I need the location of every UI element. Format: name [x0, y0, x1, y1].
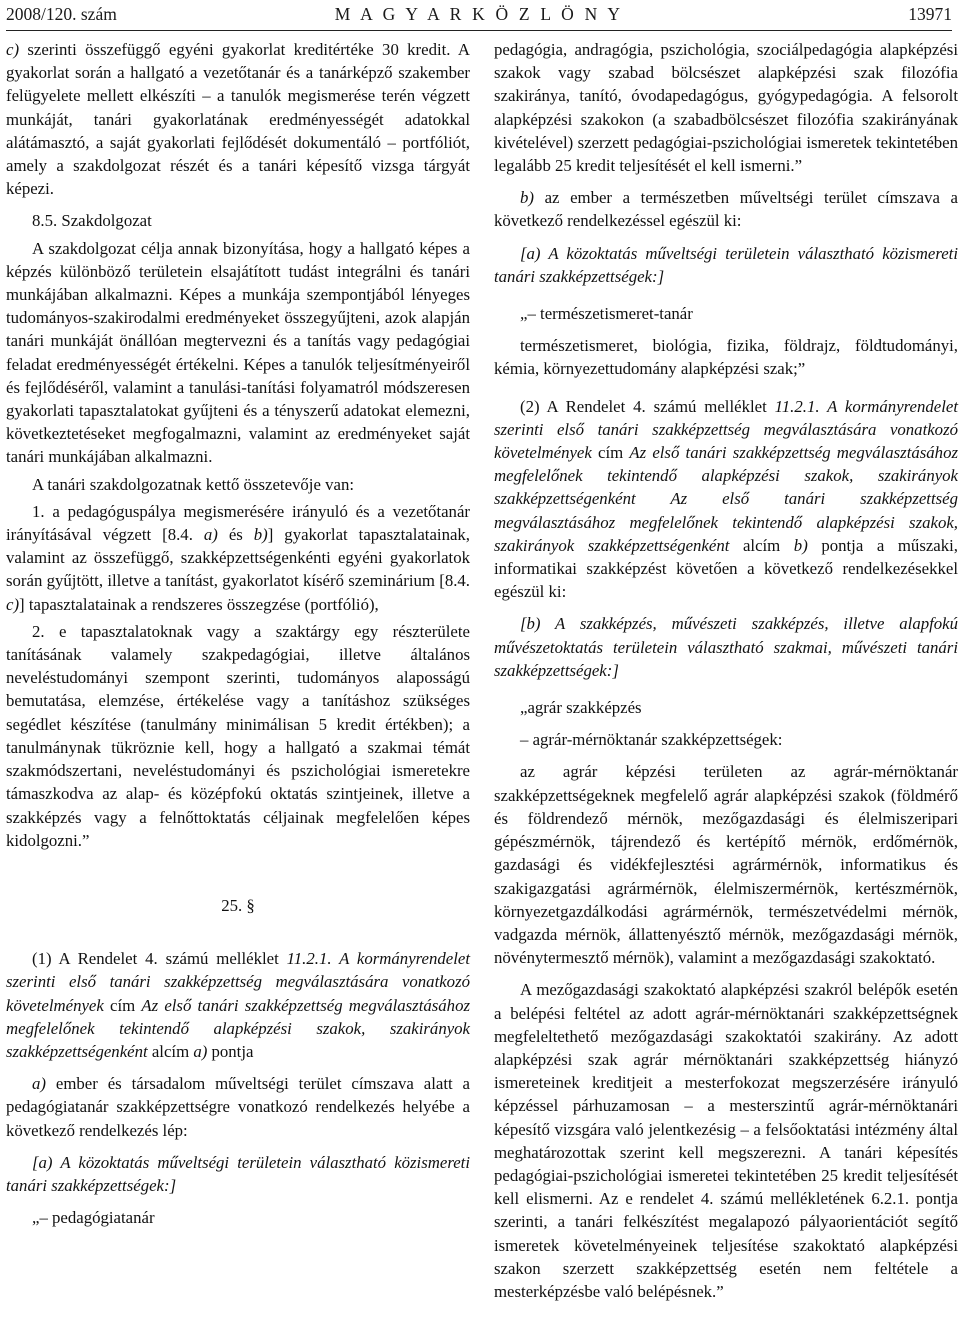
text: cím: [103, 995, 142, 1015]
italic-text: [a) A közoktatás műveltségi területein választható közismereti tanári szakképzettségek:]: [494, 243, 958, 286]
text: az ember a természetben műveltségi terület címszava a következő rendelkezéssel egészül ki:: [494, 188, 958, 231]
paragraph: [494, 395, 958, 604]
list-item: 2. e tapasztalatoknak vagy a szaktárgy egy részterülete tanításának valamely szakpedagógiai, illetve általános neveléstudományi szempont szerinti, tudományos alaposságú bemutatása, elemzése, értékelése vagy a tanításhoz szükséges segédlet készítése (tanulmány minimálisan 5 kredit értékben); a tanulmánynak tükröznie kell, hogy a hallgató a szakmai témát szakmódszertani, neveléstudományi és pszichológiai ismeretekre támaszkodva az alap- és középfokú oktatás szintjeinek, illetve a szakképzés vagy a felnőttoktatás céljainak megfelelően képes kidolgozni.”: [6, 621, 470, 850]
text: cím: [591, 443, 630, 463]
italic-ref: c): [6, 594, 20, 614]
italic-ref: a): [193, 1041, 208, 1061]
text: szerinti összefüggő egyéni gyakorlat kreditértéke 30 kredit. A gyakorlat során a hallgató a vezetőtanár és a tanárképző szakember felügyelete mellett elkészíti – a tanulók megismerése terén végzett munkáját, tanári gyakorlatának eredményességét adatokkal alátámasztó, a saját gyakorlati fejlődését dokumentáló – portfóliót, amely a szakdolgozat részét és a tanári képesítő vizsga tárgyát képezi.: [6, 40, 470, 199]
paragraph-italic: [494, 242, 958, 288]
text: pontja: [207, 1041, 254, 1061]
italic-text: [b) A szakképzés, művészeti szakképzés, illetve alapfokú művészetoktatás területein választható szakmai, művészeti tanári szakképzettségek:]: [494, 614, 958, 680]
text: és: [217, 525, 254, 545]
paragraph: természetismeret, biológia, fizika, földrajz, földtudományi, kémia, környezettudomány alapképzési szak;”: [494, 336, 958, 379]
subheading: 8.5. Szakdolgozat: [32, 211, 152, 231]
section-heading: 25. §: [221, 895, 255, 915]
italic-ref: b): [253, 525, 268, 545]
italic-ref: b): [520, 188, 534, 208]
text: ] gyakorlat tapasztalatainak, valamint az összefüggő, szakképzettségenkénti egyéni gyakorlatok során gyűjtött, illetve a tanítást, gyakorlatot kísérő szeminárium [8.4.: [6, 525, 470, 591]
paragraph: az agrár képzési területen az agrár-mérnöktanár szakképzettségeknek megfelelő agrár alapképzési szakok (földmérő és földrendező mérnök, mezőgazdasági és élelmiszeripari gépészmérnök, tájrendező és kertépítő mérnök, erdőmérnök, gazdasági és vidékfejlesztési agrármérnök, informatikus és szakigazgatási agrármérnök, élelmiszermérnök, kertészmérnök, környezetgazdálkodási agrármérnök, természetvédelmi mérnök, vadgazda mérnök, állattenyésztő mérnök, mezőgazdasági mérnök, növénytermesztő mérnök), valamint a mezőgazdasági szakoktató.: [494, 762, 958, 968]
paragraph-italic: [494, 612, 958, 682]
subheading: „agrár szakképzés: [520, 698, 642, 718]
text: ] tapasztalatainak a rendszeres összegzése (portfólió),: [19, 594, 379, 614]
italic-title: Az első tanári szakképzettség megválasztásához megfelelőnek tekintendő alapképzési szakok, szakirányok szakképzettségenként Az első tanári szakképzettség megválasztásához megfelelőnek tekintendő alapképzési szakok, szakirányok szakképzettségenként: [494, 443, 958, 555]
paragraph-italic: [6, 1151, 470, 1197]
text: (2) A Rendelet 4. számú melléklet: [520, 396, 775, 416]
issue-number: 2008/120. szám: [6, 4, 117, 24]
text: alcím: [147, 1041, 194, 1061]
left-column: [6, 38, 470, 1229]
italic-ref: a): [203, 525, 218, 545]
italic-ref: c): [6, 40, 20, 59]
paragraph: [6, 947, 470, 1063]
text: alcím: [729, 535, 794, 555]
text: 1. a pedagóguspálya megismerésére irányuló és a vezetőtanár irányításával végzett [8.4.: [6, 501, 470, 545]
page-header: [6, 3, 952, 27]
paragraph: A szakdolgozat célja annak bizonyítása, hogy a hallgató képes a képzés különböző területein elsajátított tudást integrálni és tanári munkájában alkalmazni. Képes a munkája szempontjából lényeges tudományos-szakirodalmi eredményeket összegyűjteni, azok alapján tanári munkáját önállóan megtervezni és a tanítás vagy pedagógiai feladat eredményességét értékelni. Képes a tanulók teljesítményeiről és fejlődéséről, valamint a tanulási-tanítási folyamatról módszeresen gyakorlati tapasztalatokat gyűjteni és a tényszerű adatokat elemezni, következtetéseket megfogalmazni, valamint az eredményeket saját tanári munkájában alkalmazni.: [6, 238, 470, 467]
paragraph: [6, 1072, 470, 1142]
text: (1) A Rendelet 4. számú melléklet: [32, 949, 287, 969]
paragraph: pedagógia, andragógia, pszichológia, szociálpedagógia alapképzési szakok vagy szabad bölcsészet alapképzési szak filozófia szakiránya, tanító, óvodapedagógus, gyógypedagógia. A felsorolt alapképzési szakokon (a szabadbölcsészet filozófia szakirányának kivételével) szerzett pedagógiai-pszichológiai ismeretek tekintetében legalább 25 kredit teljesítését el kell ismerni.”: [494, 40, 958, 176]
italic-ref: a): [32, 1074, 46, 1094]
text: pontja a műszaki, informatikai szakképzést követően a következő rendelkezésekkel egészül ki:: [494, 535, 958, 602]
italic-text: [a) A közoktatás műveltségi területein választható közismereti tanári szakképzettségek:]: [6, 1152, 470, 1195]
italic-title: Az első tanári szakképzettség megválasztásához megfelelőnek tekintendő alapképzési szakok, szakirányok szakképzettségenként: [6, 995, 470, 1061]
italic-ref: b): [793, 535, 808, 555]
page-number: 13971: [908, 4, 952, 24]
right-column: [494, 38, 958, 1303]
publication-title: M A G Y A R K Ö Z L Ö N Y: [334, 4, 624, 24]
paragraph: [6, 38, 470, 200]
paragraph: A mezőgazdasági szakoktató alapképzési szakról belépők esetén a belépési feltétel az adott agrár-mérnöktanári szakképzettségnek megfeleltethető mezőgazdasági szakoktatói szakirány. Az adott alapképzési szak agrár mérnöktanári szakképzettség hiányzó ismereteinek kreditjeit a mesterfokozat megszerzésére irányuló képzéssel párhuzamosan – a mesterszintű agrár-mérnöktanári képesítő vizsgára való jelentkezésig – a felsőoktatási intézmény által meghatározottak szerint kell megszerezni. A tanári képesítés pedagógiai-pszichológiai ismeretei tekintetében 25 kredit teljesítését kell elismerni. Az e rendelet 4. számú mellékletének 6.2.1. pontja szerinti, a tanári felkészítést megalapozó pályaorientációt segítő ismeretek követelményeinek teljesítése szakoktató alapképzési szakon szerzett szakképzettség esetén nem feltétele a mesterképzésbe való belépésnek.”: [494, 980, 958, 1301]
paragraph: A tanári szakdolgozatnak kettő összetevője van:: [32, 474, 354, 494]
header-rule: [6, 30, 952, 31]
list-item: „– természetismeret-tanár: [520, 304, 693, 324]
text: ember és társadalom műveltségi terület címszava alatt a pedagógiatanár szakképzettségre vonatkozó rendelkezés helyébe a következő rendelkezés lép:: [6, 1074, 470, 1140]
list-item: [6, 500, 470, 616]
paragraph: [494, 186, 958, 232]
list-item: – agrár-mérnöktanár szakképzettségek:: [520, 730, 783, 750]
italic-title: 11.2.1. A kormányrendelet szerinti első tanári szakképzettség megválasztására vonatkozó követelmények: [494, 396, 958, 463]
list-item: „– pedagógiatanár: [32, 1208, 155, 1228]
italic-title: 11.2.1. A kormányrendelet szerinti első tanári szakképzettség megválasztására vonatkozó követelmények: [6, 949, 470, 1015]
